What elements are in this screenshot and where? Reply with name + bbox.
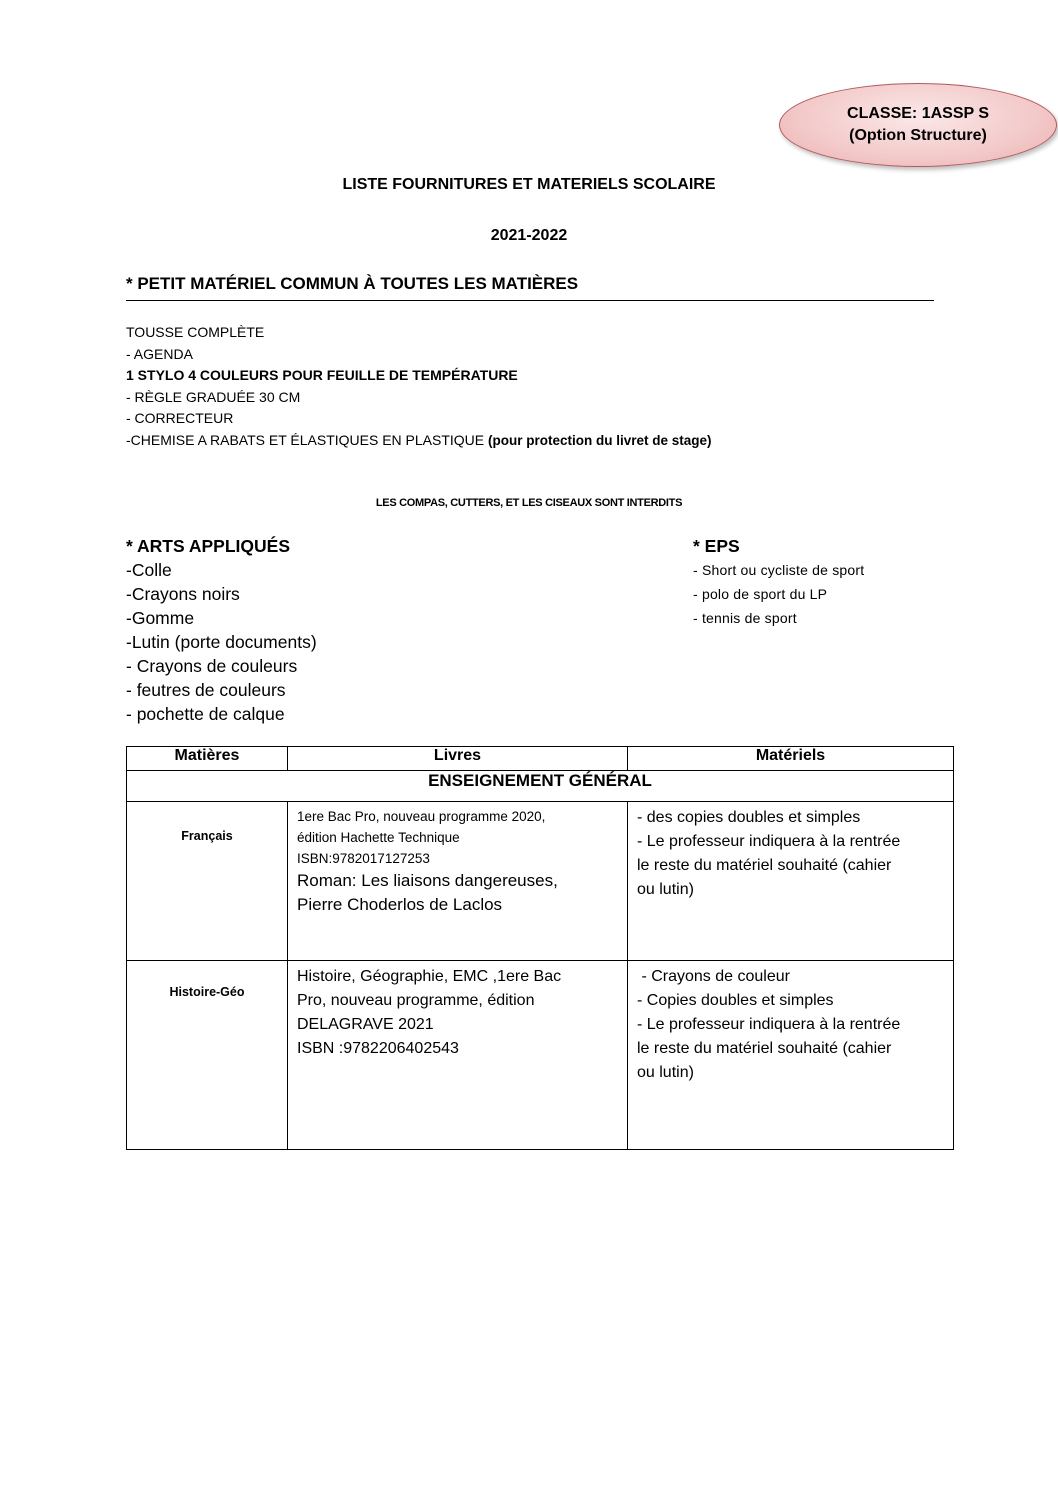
section-banner: ENSEIGNEMENT GÉNÉRAL bbox=[127, 771, 954, 802]
list-item: - CORRECTEUR bbox=[126, 410, 234, 427]
materials-cell bbox=[628, 802, 954, 961]
list-item-note: (pour protection du livret de stage) bbox=[488, 432, 712, 448]
class-label: CLASSE: 1ASSP S bbox=[847, 105, 989, 122]
material-line: - Copies doubles et simples bbox=[637, 992, 834, 1009]
material-line: - Le professeur indiquera à la rentrée bbox=[637, 833, 901, 850]
books-cell bbox=[288, 961, 628, 1150]
material-line: le reste du matériel souhaité (cahier bbox=[637, 857, 892, 874]
list-item: -Lutin (porte documents) bbox=[126, 632, 317, 652]
list-item: - RÈGLE GRADUÉE 30 CM bbox=[126, 388, 301, 405]
materials-cell bbox=[628, 961, 954, 1150]
list-item: - Crayons de couleurs bbox=[126, 656, 298, 676]
books-cell bbox=[288, 802, 628, 961]
eps-section bbox=[693, 534, 864, 630]
table-row bbox=[127, 802, 954, 961]
list-item: - feutres de couleurs bbox=[126, 680, 286, 700]
book-line: Pro, nouveau programme, édition bbox=[297, 992, 535, 1009]
list-item: -Gomme bbox=[126, 608, 195, 628]
supplies-table bbox=[126, 746, 954, 1150]
column-header-materials: Matériels bbox=[628, 747, 954, 771]
class-badge bbox=[779, 83, 1057, 167]
column-header-books: Livres bbox=[288, 747, 628, 771]
page-title: LISTE FOURNITURES ET MATERIELS SCOLAIRE bbox=[342, 176, 716, 193]
common-section-heading: * PETIT MATÉRIEL COMMUN À TOUTES LES MATIÈRES bbox=[126, 274, 934, 301]
book-line: Pierre Choderlos de Laclos bbox=[297, 895, 503, 914]
list-item: - polo de sport du LP bbox=[693, 586, 828, 602]
book-line: édition Hachette Technique bbox=[297, 830, 460, 845]
table-header-row bbox=[127, 747, 954, 771]
table-banner-row bbox=[127, 771, 954, 802]
list-item bbox=[126, 430, 712, 452]
list-item: 1 STYLO 4 COULEURS POUR FEUILLE DE TEMPÉRATURE bbox=[126, 367, 518, 384]
list-item: -Crayons noirs bbox=[126, 584, 240, 604]
material-line: ou lutin) bbox=[637, 1064, 694, 1081]
materials-content bbox=[628, 961, 953, 1085]
material-line: ou lutin) bbox=[637, 881, 694, 898]
arts-heading: * ARTS APPLIQUÉS bbox=[126, 536, 291, 556]
material-line: - Crayons de couleur bbox=[637, 968, 790, 985]
eps-heading: * EPS bbox=[693, 536, 740, 556]
subject-cell bbox=[127, 802, 288, 961]
table-row bbox=[127, 961, 954, 1150]
list-item: - tennis de sport bbox=[693, 610, 797, 626]
forbidden-notice: LES COMPAS, CUTTERS, ET LES CISEAUX SONT INTERDITS bbox=[375, 497, 683, 509]
list-item: - pochette de calque bbox=[126, 704, 285, 724]
subject-cell bbox=[127, 961, 288, 1150]
subject-name: Histoire-Géo bbox=[169, 985, 245, 999]
material-line: le reste du matériel souhaité (cahier bbox=[637, 1040, 892, 1057]
school-year: 2021-2022 bbox=[490, 227, 568, 244]
book-line: DELAGRAVE 2021 bbox=[297, 1016, 434, 1033]
material-line: - Le professeur indiquera à la rentrée bbox=[637, 1016, 901, 1033]
list-item: TOUSSE COMPLÈTE bbox=[126, 324, 265, 340]
material-line: - des copies doubles et simples bbox=[637, 809, 861, 826]
common-supplies-list bbox=[126, 322, 712, 452]
materials-content bbox=[628, 802, 953, 902]
list-item-text: -CHEMISE A RABATS ET ÉLASTIQUES EN PLASTIQUE bbox=[126, 431, 485, 448]
arts-section bbox=[126, 534, 317, 726]
books-content bbox=[288, 961, 627, 1061]
subject-name: Français bbox=[181, 829, 233, 843]
books-content bbox=[288, 802, 627, 917]
book-line: Histoire, Géographie, EMC ,1ere Bac bbox=[297, 968, 562, 985]
list-item: -Colle bbox=[126, 560, 172, 580]
column-header-subject: Matières bbox=[127, 747, 288, 771]
book-line: ISBN :9782206402543 bbox=[297, 1040, 459, 1057]
book-line: Roman: Les liaisons dangereuses, bbox=[297, 871, 558, 890]
list-item: - Short ou cycliste de sport bbox=[693, 562, 865, 578]
class-option: (Option Structure) bbox=[849, 127, 987, 144]
book-line: 1ere Bac Pro, nouveau programme 2020, bbox=[297, 809, 546, 824]
book-line: ISBN:9782017127253 bbox=[297, 851, 430, 866]
list-item: - AGENDA bbox=[126, 345, 193, 362]
